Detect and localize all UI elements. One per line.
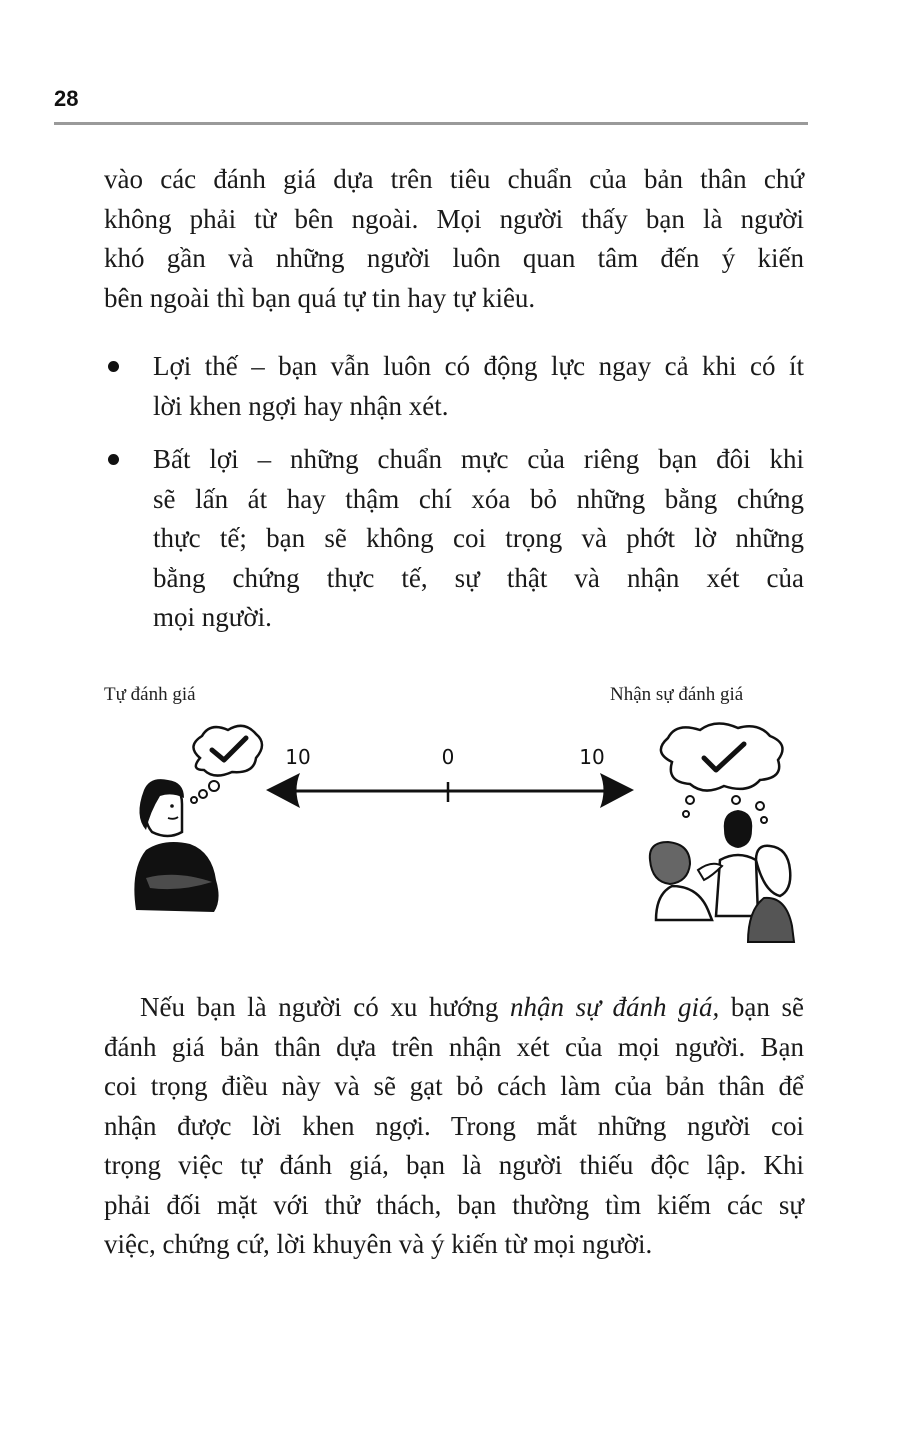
paragraph-line: bên ngoài thì bạn quá tự tin hay tự kiêu. [104,282,536,313]
paragraph-line: không phải từ bên ngoài. Mọi người thấy bạn là người [104,203,804,234]
paragraph-2 [104,988,804,1265]
paragraph-line: trọng việc tự đánh giá, bạn là người thiếu độc lập. Khi [104,1150,804,1180]
confident-person-icon [134,779,218,912]
scale-right-label: 10 [579,745,605,769]
paragraph-1 [104,160,804,318]
paragraph-text: Nếu bạn là người có xu hướng [140,992,510,1022]
bullet-text [153,440,804,638]
scale-center-label: 0 [441,745,455,769]
bullet-dot-icon [108,361,119,372]
figure-label-self-evaluation: Tự đánh giá [104,684,196,705]
paragraph-line: khó gần và những người luôn quan tâm đến ý kiến [104,243,804,273]
paragraph-line: phải đối mặt với thử thách, bạn thường tìm kiếm các sự [104,1189,804,1220]
bullet-line: lời khen ngợi hay nhận xét. [153,390,449,421]
bullet-text [153,347,804,426]
bullet-line: mọi người. [153,602,272,632]
paragraph-line: vào các đánh giá dựa trên tiêu chuẩn của bản thân chứ [104,164,804,194]
paragraph-line [104,988,804,1028]
header-rule [54,122,808,125]
scale-arrow [266,773,634,808]
page-number: 28 [54,86,79,111]
paragraph-line: coi trọng điều này và sẽ gạt bỏ cách làm của bản thân để [104,1071,804,1101]
thought-cloud-check-icon [191,726,262,803]
emphasized-term: nhận sự đánh giá, [510,992,720,1022]
scale-left-label: 10 [285,745,311,769]
arrow-left-icon [266,773,300,808]
bullet-line: Lợi thế – bạn vẫn luôn có động lực ngay cả khi có ít [153,351,804,381]
paragraph-text: bạn sẽ [719,992,804,1022]
self-vs-external-evaluation-illustration [0,720,910,960]
arrow-right-icon [600,773,634,808]
thought-cloud-check-icon [661,723,783,823]
paragraph-line: việc, chứng cứ, lời khuyên và ý kiến từ mọi người. [104,1229,653,1259]
paragraph-line: nhận được lời khen ngợi. Trong mắt những người coi [104,1110,804,1141]
bullet-line: bằng chứng thực tế, sự thật và nhận xét của [153,562,804,593]
bullet-line: Bất lợi – những chuẩn mực của riêng bạn đôi khi [153,444,804,474]
bullet-line: sẽ lấn át hay thậm chí xóa bỏ những bằng chứng [153,483,804,514]
paragraph-line: đánh giá bản thân dựa trên nhận xét của mọi người. Bạn [104,1031,804,1062]
bullet-line: thực tế; bạn sẽ không coi trọng và phớt lờ những [153,523,804,553]
group-of-people-icon [650,810,794,942]
figure-label-receive-evaluation: Nhận sự đánh giá [610,684,744,705]
bullet-dot-icon [108,454,119,465]
